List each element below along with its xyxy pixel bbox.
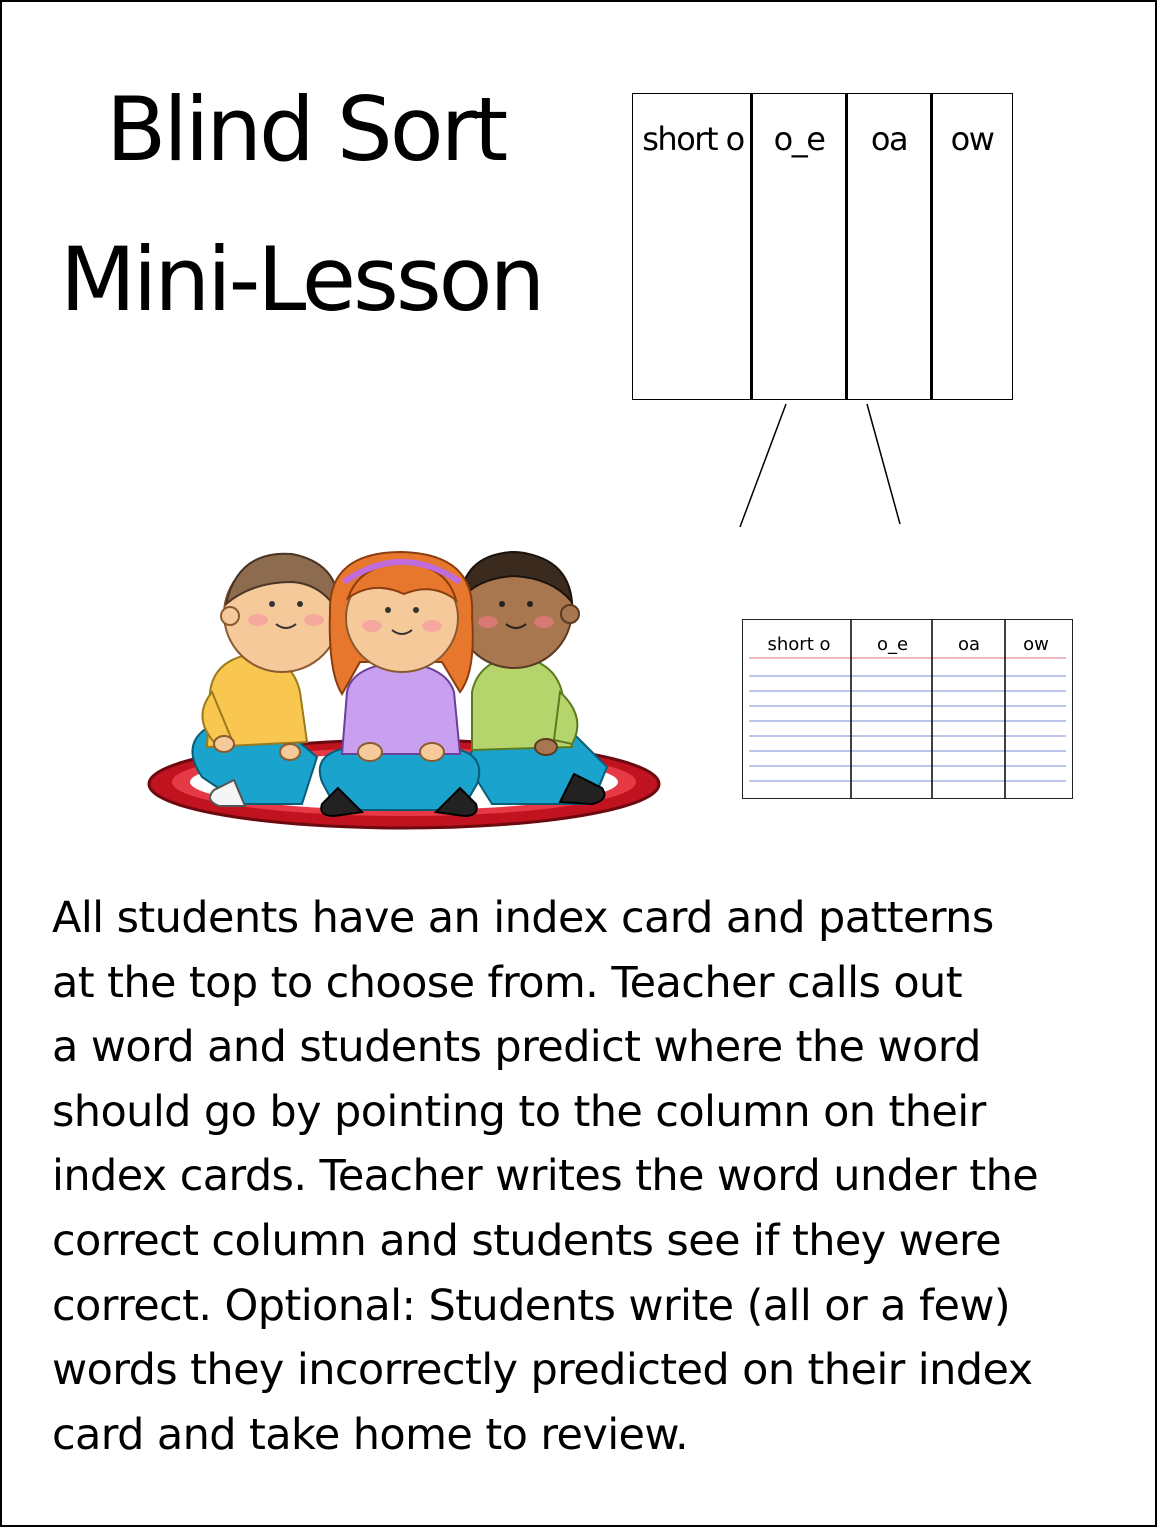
card-header-o-e: o_e bbox=[876, 634, 909, 655]
board-header-ow: ow bbox=[950, 120, 994, 158]
card-header-short-o: short o bbox=[767, 634, 831, 655]
index-card bbox=[742, 619, 1073, 799]
description-line: correct column and students see if they were bbox=[52, 1215, 1002, 1266]
card-header-ow: ow bbox=[1023, 634, 1049, 655]
page-title-line-2: Mini-Lesson bbox=[60, 228, 543, 331]
board-header-short-o: short o bbox=[642, 120, 744, 158]
description-line: should go by pointing to the column on their bbox=[52, 1086, 986, 1137]
description-line: index cards. Teacher writes the word under the bbox=[52, 1151, 1039, 1202]
lesson-description bbox=[52, 886, 1132, 1467]
description-line: All students have an index card and patterns bbox=[52, 893, 994, 943]
description-line: correct. Optional: Students write (all or a few) bbox=[52, 1280, 1011, 1331]
connector-line-left bbox=[740, 404, 786, 527]
card-header-oa: oa bbox=[957, 634, 981, 655]
description-line: at the top to choose from. Teacher calls out bbox=[52, 957, 962, 1008]
board-header-oa: oa bbox=[870, 120, 908, 158]
page-title-line-1: Blind Sort bbox=[106, 78, 506, 181]
description-line: words they incorrectly predicted on their index bbox=[52, 1345, 1033, 1396]
description-line: card and take home to review. bbox=[52, 1409, 689, 1460]
description-line: a word and students predict where the word bbox=[52, 1022, 981, 1073]
board-header-o-e: o_e bbox=[773, 120, 825, 158]
three-kids-sitting-on-rug-icon bbox=[142, 542, 672, 842]
connector-line-right bbox=[867, 404, 900, 524]
